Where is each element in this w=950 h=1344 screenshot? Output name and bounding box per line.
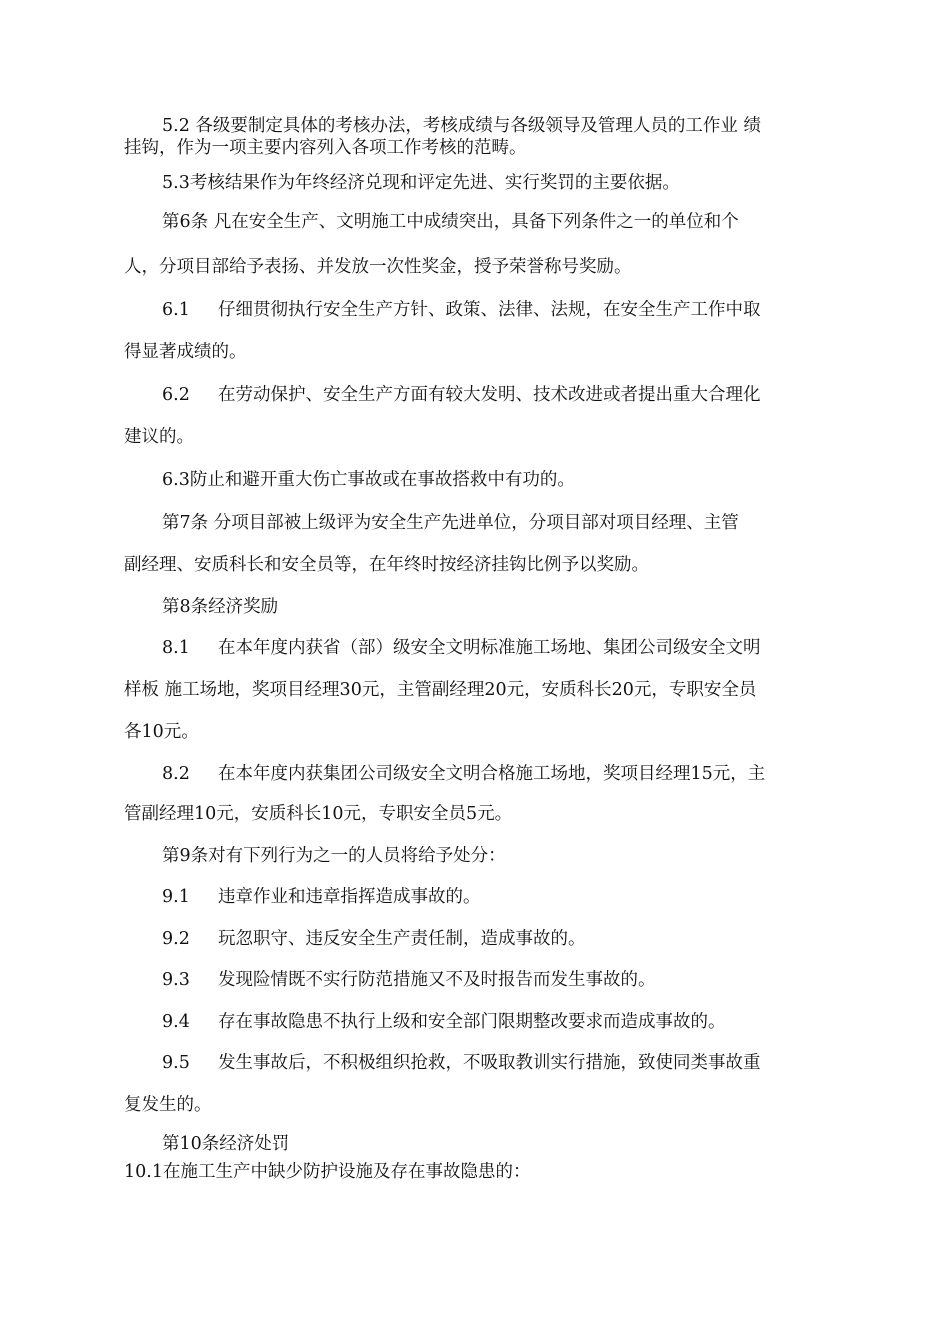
article-7-line-1: 第7条 分项目部被上级评为安全生产先进单位，分项目部对项目经理、主管 (162, 513, 739, 533)
clause-10-1: 10.1在施工生产中缺少防护设施及存在事故隐患的： (124, 1162, 531, 1182)
clause-text: 在劳动保护、安全生产方面有较大发明、技术改进或者提出重大合理化 (218, 385, 761, 405)
clause-text: 存在事故隐患不执行上级和安全部门限期整改要求而造成事故的。 (218, 1012, 726, 1032)
clause-8-2-line-2: 管副经理10元，安质科长10元，专职安全员5元。 (124, 804, 513, 824)
clause-text: 在本年度内获省（部）级安全文明标准施工场地、集团公司级安全文明 (218, 638, 761, 658)
clause-8-1-line-1 (162, 637, 761, 659)
clause-8-1-line-3: 各10元。 (124, 722, 199, 742)
article-7-line-2: 副经理、安质科长和安全员等，在年终时按经济挂钩比例予以奖励。 (124, 555, 649, 575)
clause-text: 在本年度内获集团公司级安全文明合格施工场地，奖项目经理15元，主 (218, 764, 766, 784)
clause-number: 9.4 (162, 1012, 190, 1032)
clause-number: 8.2 (162, 764, 190, 784)
clause-text: 违章作业和违章指挥造成事故的。 (218, 887, 481, 907)
clause-text: 玩忽职守、违反安全生产责任制，造成事故的。 (218, 929, 586, 949)
clause-9-5-line-2: 复发生的。 (124, 1095, 212, 1115)
clause-8-2-line-1 (162, 763, 765, 785)
clause-6-2-line-2: 建议的。 (124, 427, 194, 447)
clause-5-2-line-1: 5.2 各级要制定具体的考核办法，考核成绩与各级领导及管理人员的工作业 绩 (162, 116, 761, 136)
article-6-line-1: 第6条 凡在安全生产、文明施工中成绩突出，具备下列条件之一的单位和个 (162, 212, 739, 232)
clause-5-2-line-2: 挂钩，作为一项主要内容列入各项工作考核的范畴。 (124, 138, 527, 158)
clause-number: 9.3 (162, 970, 190, 990)
clause-6-1-line-2: 得显著成绩的。 (124, 342, 247, 362)
clause-9-5-line-1 (162, 1052, 761, 1074)
clause-5-3: 5.3考核结果作为年终经济兑现和评定先进、实行奖罚的主要依据。 (162, 173, 680, 193)
clause-9-4 (162, 1011, 726, 1033)
clause-number: 9.2 (162, 929, 190, 949)
article-8-heading: 第8条经济奖励 (162, 597, 279, 617)
article-9-heading: 第9条对有下列行为之一的人员将给予处分： (162, 846, 506, 866)
clause-text: 发现险情既不实行防范措施又不及时报告而发生事故的。 (218, 970, 656, 990)
clause-number: 6.2 (162, 385, 190, 405)
clause-9-1 (162, 886, 481, 908)
clause-9-2 (162, 928, 586, 950)
clause-number: 6.1 (162, 300, 190, 320)
article-10-heading: 第10条经济处罚 (162, 1134, 290, 1154)
clause-number: 9.5 (162, 1053, 190, 1073)
article-6-line-2: 人，分项目部给予表扬、并发放一次性奖金，授予荣誉称号奖励。 (124, 257, 632, 277)
clause-number: 9.1 (162, 887, 190, 907)
clause-number: 8.1 (162, 638, 190, 658)
clause-6-1-line-1 (162, 299, 761, 321)
clause-text: 发生事故后，不积极组织抢救，不吸取教训实行措施，致使同类事故重 (218, 1053, 761, 1073)
clause-6-3: 6.3防止和避开重大伤亡事故或在事故搭救中有功的。 (162, 470, 575, 490)
clause-text: 仔细贯彻执行安全生产方针、政策、法律、法规，在安全生产工作中取 (218, 300, 761, 320)
clause-9-3 (162, 969, 656, 991)
clause-8-1-line-2: 样板 施工场地，奖项目经理30元，主管副经理20元，安质科长20元，专职安全员 (124, 680, 757, 700)
clause-6-2-line-1 (162, 384, 761, 406)
